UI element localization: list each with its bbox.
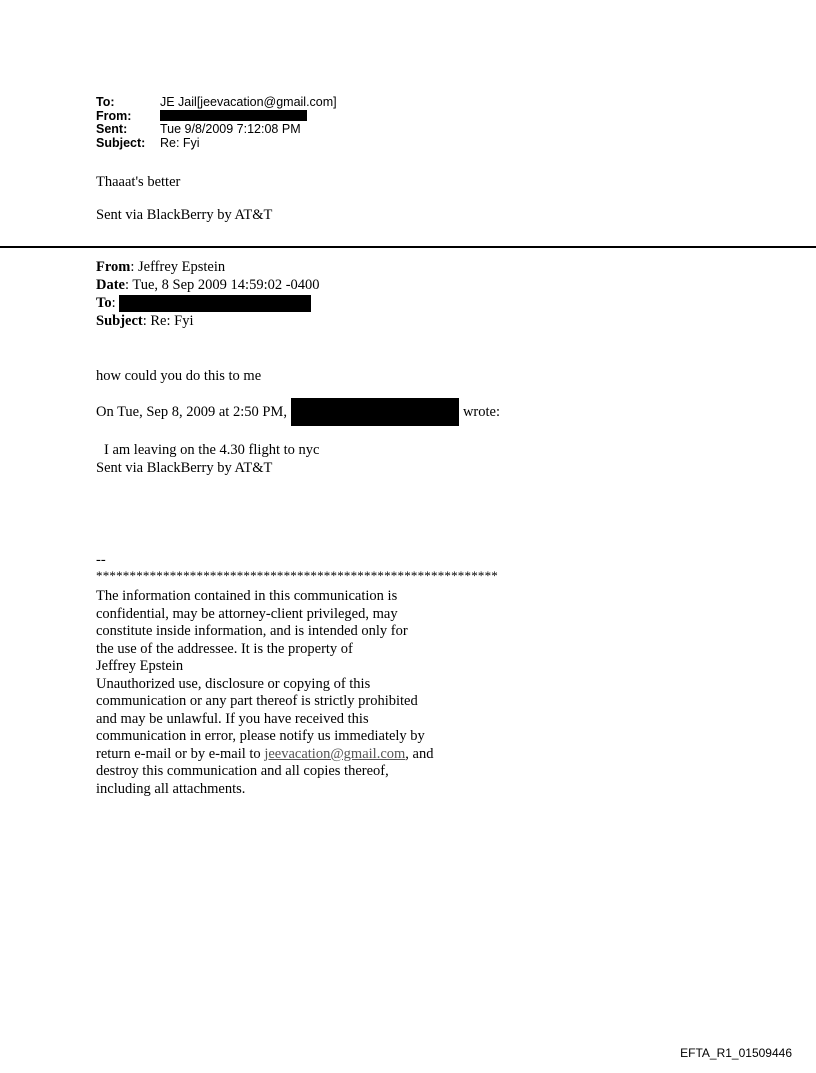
subject-value-2: : Re: Fyi [142,313,194,329]
to-row-2 [96,294,320,312]
to-label: To: [96,95,115,109]
reply-signature: Sent via BlackBerry by AT&T [96,207,273,223]
sent-label: Sent: [96,122,128,136]
from-label: From: [96,108,132,123]
disclaimer-line: Unauthorized use, disclosure or copying of this [96,675,371,692]
email-link[interactable]: jeevacation@gmail.com [264,745,406,762]
disclaimer-line: communication or any part thereof is strictly prohibited [96,693,418,709]
sent-value: Tue 9/8/2009 7:12:08 PM [160,122,301,136]
date-value-2: : Tue, 8 Sep 2009 14:59:02 -0400 [125,277,320,293]
disclaimer-line: destroy this communication and all copies thereof, [96,763,389,779]
separator-dashes: -- [96,552,106,568]
to-value-2: : [111,295,116,311]
quote-intro-before: On Tue, Sep 8, 2009 at 2:50 PM, [96,403,287,420]
sent-row [96,123,337,137]
email-header-quoted [96,258,320,330]
redaction-block [160,110,307,121]
quoted-line-2: Sent via BlackBerry by AT&T [96,460,273,476]
disclaimer-line-with-link [96,746,516,764]
disclaimer-line: the use of the addressee. It is the property of [96,640,353,657]
disclaimer-line: The information contained in this communication is [96,588,398,604]
from-label-2: From [96,259,131,275]
disclaimer-text: , and [405,745,434,762]
date-label-2: Date [96,277,125,293]
from-row-2 [96,258,320,276]
divider-line [0,246,816,248]
message-body: how could you do this to me [96,368,262,384]
redaction-block [119,295,311,312]
subject-row-2 [96,312,320,330]
email-header-top [96,96,337,150]
disclaimer-line: constitute inside information, and is intended only for [96,623,408,639]
quote-intro [96,398,500,426]
document-id: EFTA_R1_01509446 [680,1046,792,1060]
date-row-2 [96,276,320,294]
subject-row [96,137,337,151]
subject-label-2: Subject [96,313,143,329]
separator-stars: ************************************************************ [96,568,498,583]
from-row [96,110,337,124]
to-value: JE Jail[jeevacation@gmail.com] [160,95,337,109]
disclaimer-line: and may be unlawful. If you have received this [96,710,369,727]
disclaimer-line: communication in error, please notify us immediately by [96,728,425,744]
to-row [96,96,337,110]
quoted-line-1: I am leaving on the 4.30 flight to nyc [104,442,320,458]
to-label-2: To [96,295,112,311]
disclaimer-line: Jeffrey Epstein [96,658,184,674]
confidentiality-disclaimer [96,588,516,798]
disclaimer-text: return e-mail or by e-mail to [96,745,265,762]
subject-label: Subject: [96,135,146,150]
quote-intro-after: wrote: [462,403,500,420]
from-value-2: : Jeffrey Epstein [130,259,226,275]
disclaimer-line: including all attachments. [96,780,246,797]
redaction-block [291,398,459,426]
disclaimer-line: confidential, may be attorney-client privileged, may [96,605,398,622]
subject-value: Re: Fyi [160,135,200,150]
reply-body: Thaaat's better [96,174,181,190]
